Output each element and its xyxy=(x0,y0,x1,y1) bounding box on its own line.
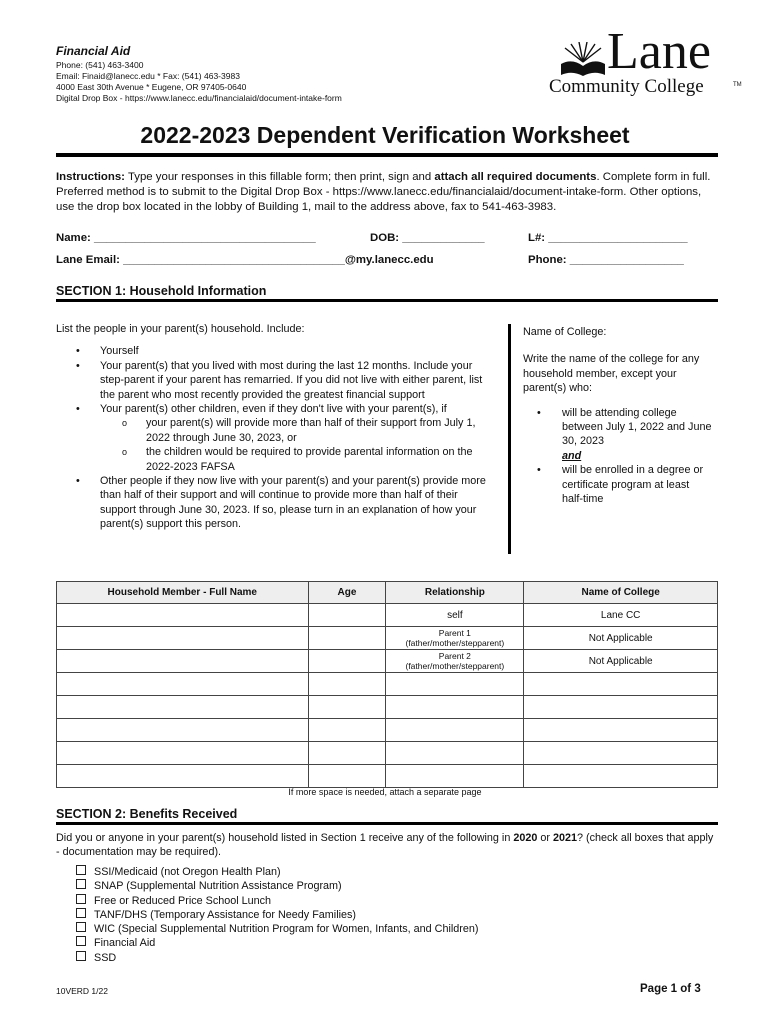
cell-relationship[interactable] xyxy=(386,742,524,765)
cell-college[interactable]: Not Applicable xyxy=(524,650,718,673)
household-instructions xyxy=(56,322,496,532)
dropbox-line: Digital Drop Box - https://www.lanecc.edu/financialaid/document-intake-form xyxy=(56,93,342,103)
table-row xyxy=(57,765,718,788)
benefit-option[interactable] xyxy=(76,894,478,908)
benefit-option[interactable] xyxy=(76,879,478,893)
household-table xyxy=(56,581,718,788)
cell-relationship[interactable] xyxy=(386,719,524,742)
benefit-option-label: Free or Reduced Price School Lunch xyxy=(94,894,272,907)
benefit-option-label: SNAP (Supplemental Nutrition Assistance Program) xyxy=(94,880,342,893)
cell-age[interactable] xyxy=(308,719,386,742)
cell-college[interactable] xyxy=(524,719,718,742)
checkbox-icon[interactable] xyxy=(76,879,86,889)
and-emphasis: and xyxy=(562,449,582,462)
benefits-checklist xyxy=(76,865,478,965)
table-note: If more space is needed, attach a separate page xyxy=(288,787,482,797)
cell-age[interactable] xyxy=(308,650,386,673)
table-row xyxy=(57,719,718,742)
section2-divider xyxy=(56,822,718,825)
page-title: 2022-2023 Dependent Verification Worksheet xyxy=(140,122,630,148)
book-sunrise-icon xyxy=(559,42,607,76)
form-code: 10VERD 1/22 xyxy=(56,986,108,996)
benefit-option-label: Financial Aid xyxy=(94,937,156,950)
table-row xyxy=(57,650,718,673)
benefit-option-label: SSD xyxy=(94,951,117,964)
logo-trademark: TM xyxy=(733,82,742,88)
section1-title: SECTION 1: Household Information xyxy=(56,284,267,298)
instructions-text-2: . Complete form in full. Preferred method is to submit to the Digital Drop Box - https://www.lanecc.edu/financialaid/document-intake-form. Other options, use the drop box located in the lobby of Building 1, mail to the address above, fax to 541-463-3983. xyxy=(56,171,711,213)
checkbox-icon[interactable] xyxy=(76,922,86,932)
list-item: • Other people if they now live with your parent(s) and your parent(s) provide more than half of their support and will continue to provide more than half of their support through June 30, 2023. If so, please turn in an explanation of how your parent(s) support this person. xyxy=(76,475,486,531)
instructions-text-1: Type your responses in this fillable form; then print, sign and xyxy=(124,171,435,183)
cell-college[interactable]: Lane CC xyxy=(524,604,718,627)
household-table-body xyxy=(57,604,718,788)
table-row xyxy=(57,604,718,627)
cell-name[interactable] xyxy=(57,604,309,627)
cell-relationship[interactable] xyxy=(386,696,524,719)
benefit-option[interactable] xyxy=(76,908,478,922)
page-number: Page 1 of 3 xyxy=(640,983,701,995)
year-2021: 2021 xyxy=(552,832,578,844)
college-bullet-list xyxy=(523,406,713,507)
benefit-option-label: TANF/DHS (Temporary Assistance for Needy Families) xyxy=(94,908,356,921)
phone-field[interactable]: Phone: __________________ xyxy=(528,254,684,266)
cell-relationship[interactable] xyxy=(386,673,524,696)
table-row xyxy=(57,696,718,719)
cell-relationship[interactable] xyxy=(386,765,524,788)
table-header-row xyxy=(57,582,718,604)
benefit-option-label: SSI/Medicaid (not Oregon Health Plan) xyxy=(94,866,281,878)
list-item: • Your parent(s) other children, even if they don't live with your parent(s), if o your parent(s) will provide more than half of their support from July 1, 2022 through June 30, 2023, or o the children would be required to provide parental information on the 2022-2023 FAFSA xyxy=(56,402,496,474)
list-item: • Your parent(s) that you lived with most during the last 12 months. Include your step-parent if your parent has remarried. If you did not live with either parent, list the parent who most recently provided the greatest financial support xyxy=(76,359,483,401)
list-item: • Yourself xyxy=(76,345,139,358)
instructions-bold: attach all required documents xyxy=(434,171,597,183)
cell-relationship[interactable]: Parent 2 (father/mother/stepparent) xyxy=(386,650,524,673)
year-2020: 2020 xyxy=(513,832,538,844)
name-field[interactable]: Name: ___________________________________ xyxy=(56,232,316,244)
lane-logo xyxy=(545,23,745,100)
cell-age[interactable] xyxy=(308,696,386,719)
cell-name[interactable] xyxy=(57,719,309,742)
benefit-option[interactable] xyxy=(76,951,478,965)
benefits-question: Did you or anyone in your parent(s) household listed in Section 1 receive any of the following in 2020 or 2021? (check all boxes that apply - documentation may be required). xyxy=(56,832,714,859)
college-intro: Write the name of the college for any household member, except your parent(s) who: xyxy=(523,353,700,395)
cell-college[interactable] xyxy=(524,765,718,788)
checkbox-icon[interactable] xyxy=(76,908,86,918)
college-title: Name of College: xyxy=(523,326,607,338)
checkbox-icon[interactable] xyxy=(76,865,86,875)
benefit-option[interactable] xyxy=(76,922,478,936)
cell-age[interactable] xyxy=(308,742,386,765)
lnumber-field[interactable]: L#: ______________________ xyxy=(528,232,688,244)
cell-name[interactable] xyxy=(57,627,309,650)
cell-college[interactable]: Not Applicable xyxy=(524,627,718,650)
list-item: • will be attending college between July 1, 2022 and June 30, 2023 and xyxy=(537,406,712,462)
benefit-option[interactable] xyxy=(76,865,478,879)
header-college: Name of College xyxy=(524,582,718,604)
checkbox-icon[interactable] xyxy=(76,936,86,946)
section2-title: SECTION 2: Benefits Received xyxy=(56,807,238,821)
cell-relationship[interactable]: self xyxy=(386,604,524,627)
section1-column-divider xyxy=(508,324,511,554)
sub-bullet-list xyxy=(100,416,496,474)
header-full-name: Household Member - Full Name xyxy=(57,582,309,604)
lane-email-field[interactable]: Lane Email: ___________________________________@my.lanecc.edu xyxy=(56,254,434,266)
address-line: 4000 East 30th Avenue * Eugene, OR 97405-0640 xyxy=(56,82,247,92)
list-item: • will be enrolled in a degree or certificate program at least half-time xyxy=(537,464,704,506)
logo-subtitle: Community College xyxy=(549,76,704,97)
household-bullet-list xyxy=(56,344,496,531)
cell-name[interactable] xyxy=(57,696,309,719)
logo-word: Lane xyxy=(607,23,711,80)
list-item: o the children would be required to provide parental information on the 2022-2023 FAFSA xyxy=(122,446,473,473)
phone-line: Phone: (541) 463-3400 xyxy=(56,60,144,70)
title-divider xyxy=(56,153,718,157)
cell-name[interactable] xyxy=(57,650,309,673)
cell-age[interactable] xyxy=(308,627,386,650)
cell-college[interactable] xyxy=(524,742,718,765)
college-instructions xyxy=(523,325,713,506)
list-item: o your parent(s) will provide more than half of their support from July 1, 2022 through June 30, 2023, or xyxy=(122,417,476,444)
table-row xyxy=(57,673,718,696)
checkbox-icon[interactable] xyxy=(76,951,86,961)
dob-field[interactable]: DOB: _____________ xyxy=(370,232,485,244)
cell-name[interactable] xyxy=(57,673,309,696)
cell-age[interactable] xyxy=(308,765,386,788)
instructions-label: Instructions: xyxy=(56,171,125,183)
benefit-option[interactable] xyxy=(76,936,478,950)
cell-age[interactable] xyxy=(308,673,386,696)
department-title: Financial Aid xyxy=(56,44,131,58)
checkbox-icon[interactable] xyxy=(76,894,86,904)
benefit-option-label: WIC (Special Supplemental Nutrition Program for Women, Infants, and Children) xyxy=(94,923,479,936)
cell-college[interactable] xyxy=(524,696,718,719)
cell-college[interactable] xyxy=(524,673,718,696)
section1-divider xyxy=(56,299,718,302)
table-row xyxy=(57,742,718,765)
household-intro: List the people in your parent(s) household. Include: xyxy=(56,323,305,335)
cell-relationship[interactable]: Parent 1 (father/mother/stepparent) xyxy=(386,627,524,650)
header-relationship: Relationship xyxy=(386,582,524,604)
cell-age[interactable] xyxy=(308,604,386,627)
header-age: Age xyxy=(308,582,386,604)
email-fax-line: Email: Finaid@lanecc.edu * Fax: (541) 463-3983 xyxy=(56,71,240,81)
instructions xyxy=(56,170,718,215)
table-row xyxy=(57,627,718,650)
cell-name[interactable] xyxy=(57,765,309,788)
cell-name[interactable] xyxy=(57,742,309,765)
